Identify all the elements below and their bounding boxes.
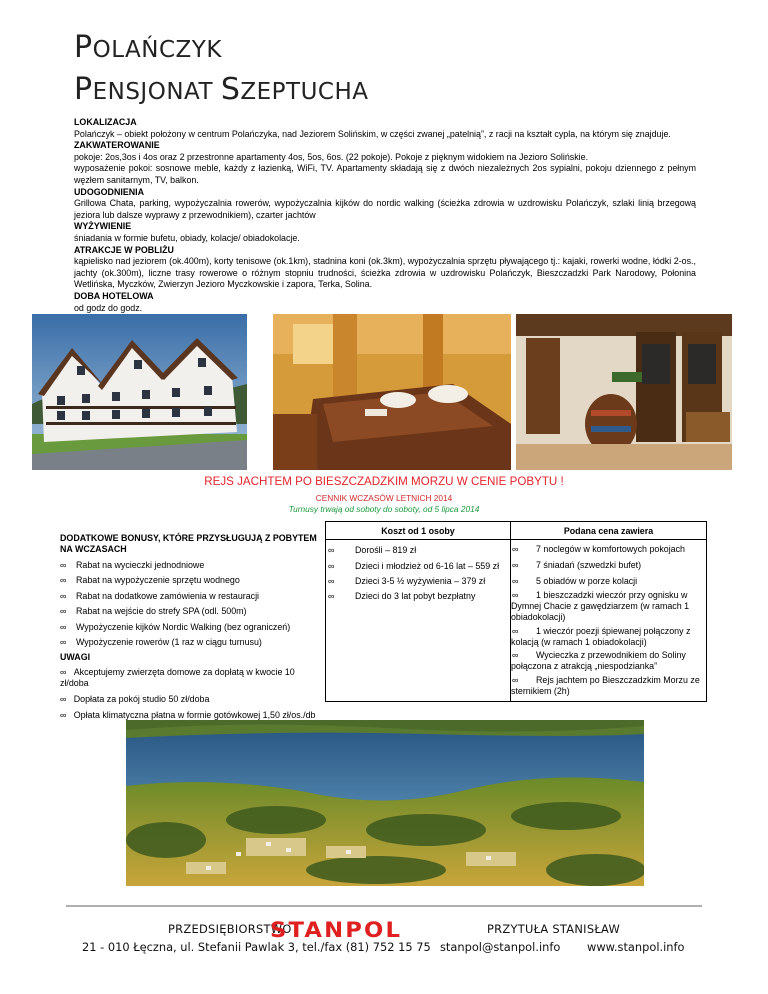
- photo-restaurant: [516, 314, 732, 470]
- price-item: ∞ Dzieci 3-5 ½ wyżywienia – 379 zł: [328, 575, 486, 586]
- doba-text: od godz do godz.: [74, 302, 143, 313]
- cruise-banner: REJS JACHTEM PO BIESZCZADZKIM MORZU W CENIE POBYTU !: [204, 475, 564, 488]
- photo-building: [32, 314, 247, 470]
- photo-lake-panorama: [126, 720, 644, 886]
- includes-item: ∞ 1 wieczór poezji śpiewanej połączony z kolacją (w ramach 1 obiadokolacji): [511, 625, 691, 647]
- infinity-bullet-icon: ∞: [328, 545, 335, 556]
- company-email[interactable]: stanpol@stanpol.info: [440, 940, 561, 954]
- company-owner: PRZYTUŁA STANISŁAW: [487, 922, 621, 936]
- infinity-bullet-icon: ∞: [60, 575, 67, 586]
- includes-item: ∞ 1 bieszczadzki wieczór przy ognisku w Dymnej Chacie z gawędziarzem (w ramach 1 obiadokolacji): [511, 590, 690, 623]
- price-item: ∞ Dzieci do 3 lat pobyt bezpłatny: [328, 591, 476, 602]
- title-pensjonat: PENSJONAT SZEPTUCHA: [74, 72, 369, 107]
- infinity-bullet-icon: ∞: [512, 674, 519, 685]
- bonus-section: [60, 533, 318, 726]
- price-item: ∞ Dzieci i młodzież od 6-16 lat – 559 zł: [328, 560, 500, 571]
- includes-list: [511, 540, 707, 702]
- price-header-right: Podana cena zawiera: [511, 522, 707, 540]
- bonus-item: ∞ Rabat na wycieczki jednodniowe: [60, 560, 205, 570]
- lokalizacja-heading: LOKALIZACJA: [74, 117, 137, 127]
- infinity-bullet-icon: ∞: [60, 606, 67, 617]
- includes-item: ∞ 7 śniadań (szwedzki bufet): [512, 559, 642, 570]
- includes-item: ∞ 7 noclegów w komfortowych pokojach: [512, 544, 685, 555]
- turnus-info: Turnusy trwają od soboty do soboty, od 5 lipca 2014: [288, 504, 480, 514]
- infinity-bullet-icon: ∞: [60, 560, 67, 570]
- price-item: ∞ Dorośli – 819 zł: [328, 545, 417, 556]
- wyzywienie-heading: WYŻYWIENIE: [74, 221, 132, 232]
- bonus-item: ∞ Wypożyczenie kijków Nordic Walking (bez ograniczeń): [60, 621, 291, 632]
- title-polanczyk: POLAŃCZYK: [74, 30, 222, 65]
- price-list: [326, 540, 511, 702]
- infinity-bullet-icon: ∞: [60, 621, 67, 632]
- pricing-table: [325, 521, 707, 702]
- price-list-title: CENNIK WCZASÓW LETNICH 2014: [315, 493, 453, 503]
- uwagi-item: ∞ Dopłata za pokój studio 50 zł/doba: [60, 694, 210, 705]
- bonus-item: ∞ Rabat na wejście do strefy SPA (odl. 500m): [60, 606, 247, 617]
- uwagi-item: ∞ Akceptujemy zwierzęta domowe za dopłatą w kwocie 10 zł/doba: [60, 667, 295, 689]
- infinity-bullet-icon: ∞: [60, 590, 67, 601]
- atrakcje-text: kąpielisko nad jeziorem (ok.400m), korty tenisowe (ok.1km), stadnina koni (ok.3km), wypożyczalnia sprzętu pływającego tj.: kajaki, rowerki wodne, łódki 2-os., jachty (ok.300m), liczne trasy rowerowe o różnym stopniu trudności, ścieżka zdrowia w uzdrowisku Polańczyk, Bieszczadzki Park Narodowy, Połonina Wetlińska, Myczków, Zwierzyn Jezioro Myczkowskie i zapora, Terka, Solina.: [74, 256, 696, 290]
- infinity-bullet-icon: ∞: [328, 560, 335, 571]
- zakwaterowanie-text-1: pokoje: 2os,3os i 4os oraz 2 przestronne apartamenty 4os, 5os, 6os. (22 pokoje). Pokoje z pięknym widokiem na Jezioro Solińskie.: [74, 151, 589, 162]
- infinity-bullet-icon: ∞: [328, 575, 335, 586]
- footer-divider: [66, 905, 702, 907]
- includes-item: ∞ Wycieczka z przewodnikiem do Soliny połączona z atrakcją „niespodzianka”: [511, 650, 686, 672]
- stanpol-logo: STANPOL: [270, 918, 403, 942]
- atrakcje-heading: ATRAKCJE W POBLIŻU: [74, 244, 174, 255]
- infinity-bullet-icon: ∞: [328, 591, 335, 602]
- lokalizacja-text: Polańczyk – obiekt położony w centrum Polańczyka, nad Jeziorem Solińskim, w części zwanej „patelnią”, z racji na kształt cypla, na którym się znajduje.: [74, 128, 671, 139]
- infinity-bullet-icon: ∞: [512, 544, 519, 555]
- zakwaterowanie-text-2: wyposażenie pokoi: sosnowe meble, każdy z łazienką, WiFi, TV. Apartamenty składają się z dwóch niezależnych 2os sypialni, pokoju dziennego z pełnym węzłem sanitarnym, TV, balkon.: [74, 163, 696, 185]
- wyzywienie-text: śniadania w formie bufetu, obiady, kolacje/ obiadokolacje.: [74, 232, 300, 243]
- udogodnienia-heading: UDOGODNIENIA: [74, 186, 145, 197]
- info-section: [74, 117, 696, 314]
- infinity-bullet-icon: ∞: [512, 575, 519, 586]
- photo-bedroom: [273, 314, 511, 470]
- doba-heading: DOBA HOTELOWA: [74, 290, 154, 301]
- infinity-bullet-icon: ∞: [60, 667, 67, 678]
- uwagi-item: ∞ Opłata klimatyczna płatna w formie gotówkowej 1,50 zł/os./db: [60, 710, 316, 721]
- infinity-bullet-icon: ∞: [512, 650, 519, 661]
- company-address: 21 - 010 Łęczna, ul. Stefanii Pawlak 3, tel./fax (81) 752 15 75: [82, 940, 431, 954]
- bonus-item: ∞ Rabat na wypożyczenie sprzętu wodnego: [60, 575, 240, 586]
- company-website[interactable]: www.stanpol.info: [587, 940, 685, 954]
- infinity-bullet-icon: ∞: [60, 636, 67, 647]
- includes-item: ∞ Rejs jachtem po Bieszczadzkim Morzu ze sternikiem (2h): [511, 674, 700, 696]
- udogodnienia-text: Grillowa Chata, parking, wypożyczalnia rowerów, wypożyczalnia kijków do nordic walking (ścieżka zdrowia w uzdrowisku Polańczyk, szlaki linią brzegową jeziora lub dalsze wyprawy z przewodnikiem), czarter jachtów: [74, 198, 696, 220]
- price-header-left: Koszt od 1 osoby: [326, 522, 511, 540]
- bonus-item: ∞ Wypożyczenie rowerów (1 raz w ciągu turnusu): [60, 636, 262, 647]
- includes-item: ∞ 5 obiadów w porze kolacji: [512, 575, 638, 586]
- company-prefix: PRZEDSIĘBIORSTWO: [168, 922, 292, 936]
- infinity-bullet-icon: ∞: [60, 694, 67, 705]
- infinity-bullet-icon: ∞: [512, 590, 519, 601]
- infinity-bullet-icon: ∞: [512, 625, 519, 636]
- bonus-item: ∞ Rabat na dodatkowe zamówienia w restauracji: [60, 590, 260, 601]
- bonus-heading: DODATKOWE BONUSY, KTÓRE PRZYSŁUGUJĄ Z POBYTEM NA WCZASACH: [60, 533, 317, 554]
- zakwaterowanie-heading: ZAKWATEROWANIE: [74, 140, 160, 151]
- infinity-bullet-icon: ∞: [512, 559, 519, 570]
- infinity-bullet-icon: ∞: [60, 710, 67, 721]
- uwagi-heading: UWAGI: [60, 652, 91, 663]
